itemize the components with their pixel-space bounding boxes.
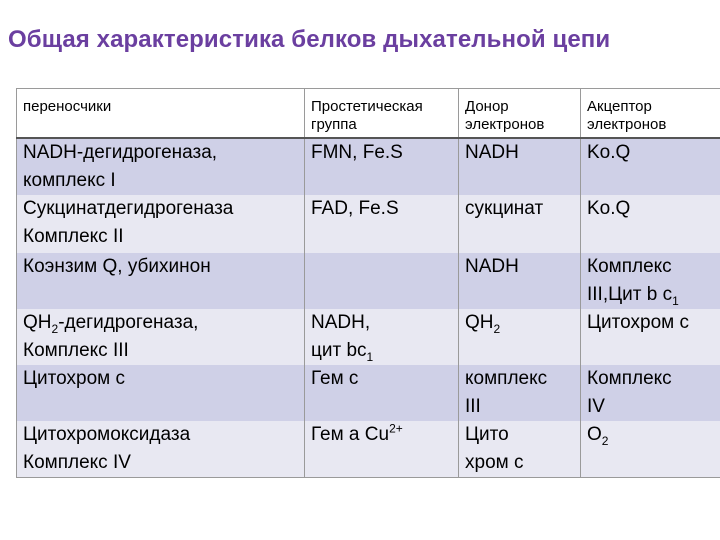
cell-line: Комплекс III [23, 340, 129, 361]
cell-line: Цитохром с [587, 312, 689, 333]
cell-donor [459, 365, 581, 421]
cell-line: комплекс [465, 368, 548, 389]
cell-carrier [17, 253, 305, 309]
cell-carrier [17, 421, 305, 478]
cell-line: Комплекс II [23, 226, 124, 247]
cell-carrier [17, 195, 305, 253]
cell-acceptor [581, 421, 720, 478]
cell-line: NADH-дегидрогеназа, [23, 142, 218, 163]
table-header-row [17, 89, 720, 139]
page-title: Общая характеристика белков дыхательной цепи [8, 26, 611, 53]
table-row [17, 138, 720, 195]
cell-prosthetic [305, 309, 459, 365]
cell-donor [459, 195, 581, 253]
header-electron-donor [459, 89, 581, 139]
cell-prosthetic [305, 138, 459, 195]
header-line: переносчики [23, 98, 112, 115]
cell-line: Гем a $Cu^{2+}$ [311, 421, 403, 445]
table-row [17, 195, 720, 253]
cell-prosthetic [305, 421, 459, 478]
respiratory-chain-table [16, 88, 720, 478]
cell-line: IV [587, 396, 605, 417]
header-line: Акцептор [587, 98, 652, 115]
header-line: Донор [465, 98, 509, 115]
header-electron-acceptor [581, 89, 720, 139]
cell-acceptor [581, 195, 720, 253]
cell-line: хром с [465, 452, 524, 473]
header-carriers [17, 89, 305, 139]
cell-line: Цитохром с [23, 368, 125, 389]
cell-carrier [17, 365, 305, 421]
cell-line: III,Цит b $c_1$ [587, 284, 679, 308]
cell-line: $QH_2$ [465, 312, 501, 336]
cell-line: Коэнзим Q, убихинон [23, 256, 211, 277]
cell-line: NADH [465, 256, 519, 277]
cell-line: NADH, [311, 312, 371, 333]
cell-line: FMN, Fe.S [311, 142, 403, 163]
cell-line: NADH [465, 142, 519, 163]
cell-prosthetic [305, 253, 459, 309]
cell-line: FAD, Fe.S [311, 198, 399, 219]
cell-acceptor [581, 365, 720, 421]
cell-line: Сукцинатдегидрогеназа [23, 198, 234, 219]
table-row [17, 253, 720, 309]
cell-line: Комплекс IV [23, 452, 131, 473]
cell-line: Цито [465, 424, 509, 445]
cell-line: сукцинат [465, 198, 544, 219]
cell-line: $QH_2$-дегидрогеназа, [23, 312, 199, 336]
table-row [17, 365, 720, 421]
header-line: группа [311, 116, 357, 133]
header-line: электронов [587, 116, 667, 133]
cell-prosthetic [305, 365, 459, 421]
cell-line: Комплекс [587, 368, 672, 389]
cell-line: $O_2$ [587, 424, 609, 448]
cell-line: цит $bc_1$ [311, 340, 374, 364]
header-line: Простетическая [311, 98, 423, 115]
cell-line: Цитохромоксидаза [23, 424, 191, 445]
cell-line: комплекс I [23, 170, 116, 191]
cell-acceptor [581, 138, 720, 195]
cell-line: III [465, 396, 481, 417]
table-row [17, 309, 720, 365]
cell-line: Ko.Q [587, 142, 631, 163]
cell-acceptor [581, 253, 720, 309]
cell-donor [459, 253, 581, 309]
cell-donor [459, 138, 581, 195]
table-row [17, 421, 720, 478]
cell-acceptor [581, 309, 720, 365]
cell-line: Ko.Q [587, 198, 631, 219]
cell-prosthetic [305, 195, 459, 253]
cell-donor [459, 421, 581, 478]
header-prosthetic-group [305, 89, 459, 139]
header-line: электронов [465, 116, 545, 133]
cell-donor [459, 309, 581, 365]
cell-carrier [17, 309, 305, 365]
cell-carrier [17, 138, 305, 195]
cell-line: Комплекс [587, 256, 672, 277]
cell-line: Гем с [311, 368, 359, 389]
